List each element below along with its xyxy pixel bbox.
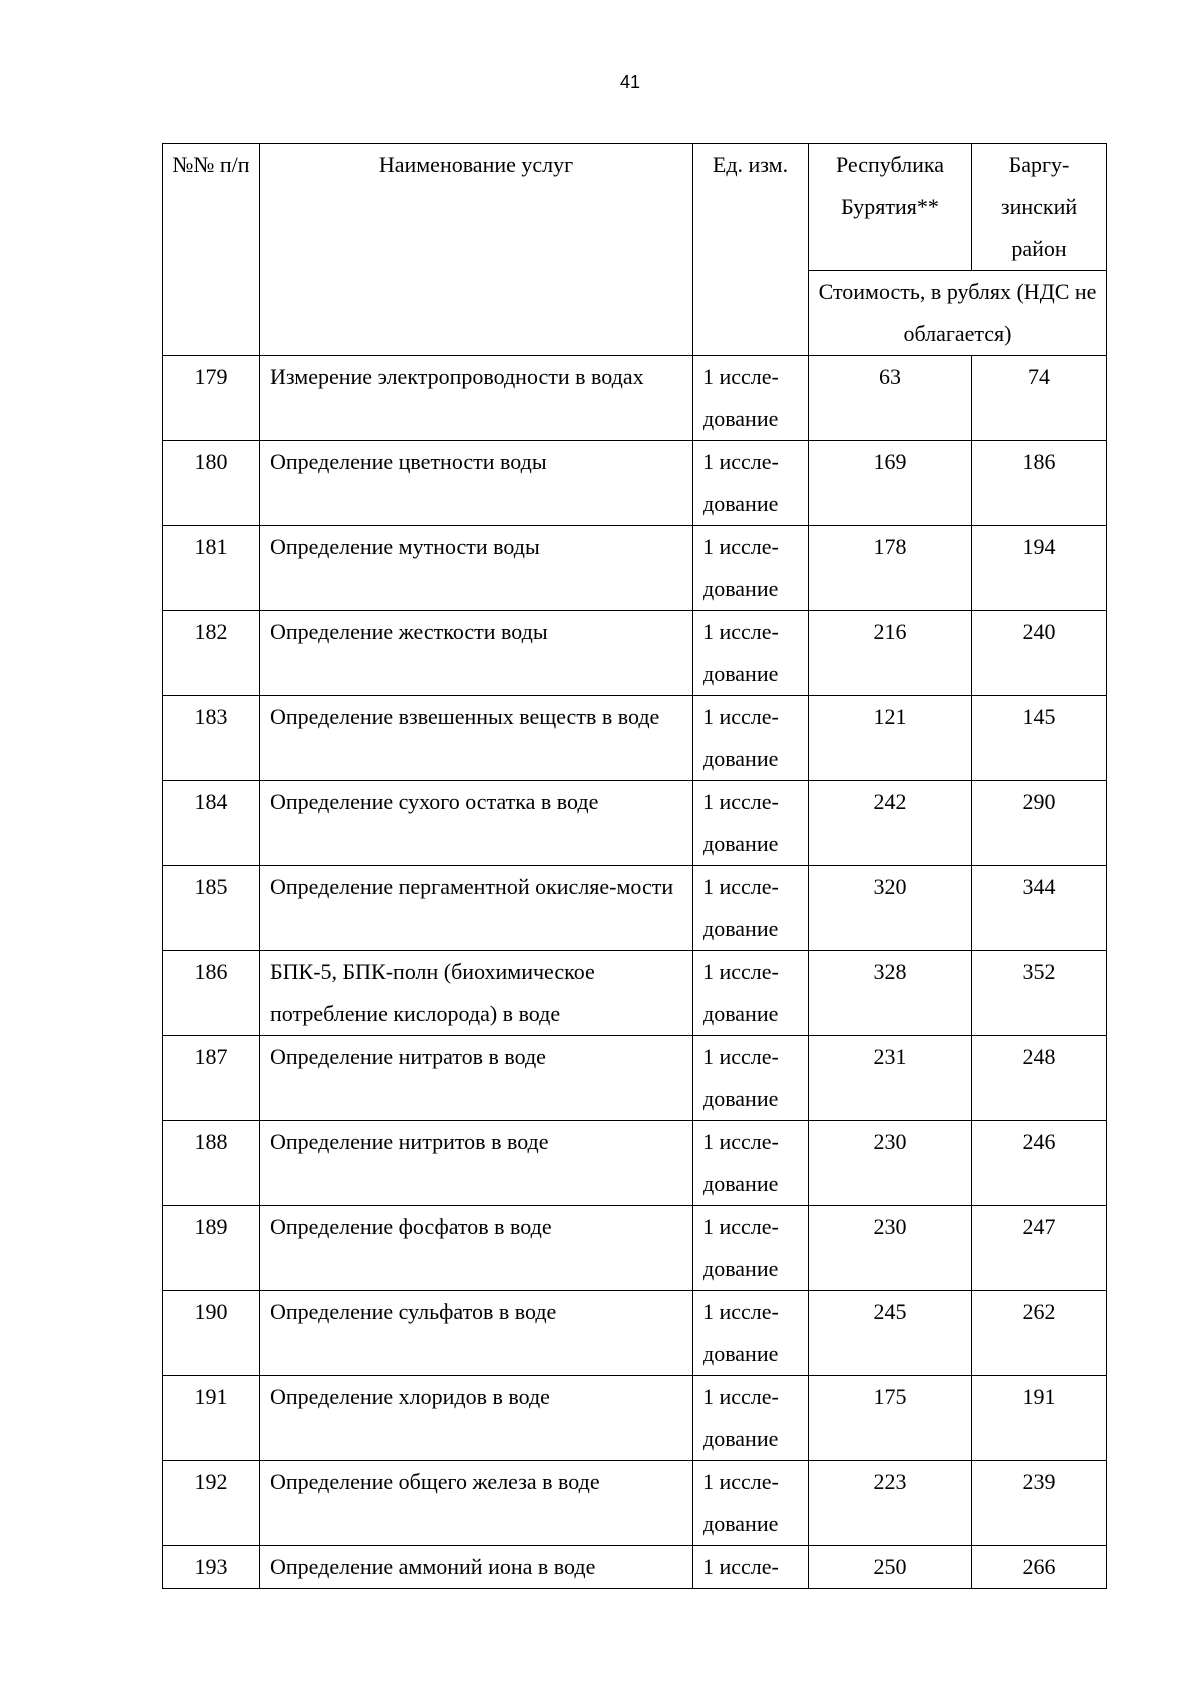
unit-cell: 1 иссле-дование	[693, 356, 809, 441]
unit-cell: 1 иссле-дование	[693, 951, 809, 1036]
price-buryatia-cell: 63	[809, 356, 972, 441]
row-number-cell: 192	[163, 1461, 260, 1546]
row-number-cell: 185	[163, 866, 260, 951]
table-row	[163, 1206, 1107, 1291]
header-region-barguzin: Баргу-зинский район	[972, 144, 1107, 271]
table-row	[163, 1121, 1107, 1206]
price-barguzin-cell: 240	[972, 611, 1107, 696]
price-barguzin-cell: 246	[972, 1121, 1107, 1206]
service-name-cell: Определение жесткости воды	[260, 611, 693, 696]
price-buryatia-cell: 169	[809, 441, 972, 526]
table-row	[163, 611, 1107, 696]
row-number-cell: 193	[163, 1546, 260, 1589]
table-row	[163, 526, 1107, 611]
service-name-cell: Определение нитритов в воде	[260, 1121, 693, 1206]
unit-cell: 1 иссле-	[693, 1546, 809, 1589]
price-barguzin-cell: 290	[972, 781, 1107, 866]
table-row	[163, 1376, 1107, 1461]
service-name-cell: Определение цветности воды	[260, 441, 693, 526]
service-name-cell: БПК-5, БПК-полн (биохимическое потребление кислорода) в воде	[260, 951, 693, 1036]
price-barguzin-cell: 266	[972, 1546, 1107, 1589]
unit-cell: 1 иссле-дование	[693, 1121, 809, 1206]
service-name-cell: Определение нитратов в воде	[260, 1036, 693, 1121]
service-name-cell: Определение хлоридов в воде	[260, 1376, 693, 1461]
row-number-cell: 187	[163, 1036, 260, 1121]
service-name-cell: Измерение электропроводности в водах	[260, 356, 693, 441]
row-number-cell: 181	[163, 526, 260, 611]
price-buryatia-cell: 121	[809, 696, 972, 781]
row-number-cell: 182	[163, 611, 260, 696]
service-name-cell: Определение аммоний иона в воде	[260, 1546, 693, 1589]
price-barguzin-cell: 145	[972, 696, 1107, 781]
table-row	[163, 1291, 1107, 1376]
header-num: №№ п/п	[163, 144, 260, 356]
unit-cell: 1 иссле-дование	[693, 526, 809, 611]
service-name-cell: Определение пергаментной окисляе-мости	[260, 866, 693, 951]
price-buryatia-cell: 245	[809, 1291, 972, 1376]
price-buryatia-cell: 242	[809, 781, 972, 866]
table-body	[163, 356, 1107, 1589]
unit-cell: 1 иссле-дование	[693, 866, 809, 951]
price-barguzin-cell: 239	[972, 1461, 1107, 1546]
service-name-cell: Определение фосфатов в воде	[260, 1206, 693, 1291]
table-row	[163, 356, 1107, 441]
price-buryatia-cell: 320	[809, 866, 972, 951]
price-buryatia-cell: 223	[809, 1461, 972, 1546]
unit-cell: 1 иссле-дование	[693, 1206, 809, 1291]
unit-cell: 1 иссле-дование	[693, 1461, 809, 1546]
table-row	[163, 866, 1107, 951]
service-name-cell: Определение общего железа в воде	[260, 1461, 693, 1546]
table-row	[163, 1036, 1107, 1121]
unit-cell: 1 иссле-дование	[693, 1376, 809, 1461]
price-buryatia-cell: 328	[809, 951, 972, 1036]
table-row	[163, 696, 1107, 781]
table-row	[163, 781, 1107, 866]
unit-cell: 1 иссле-дование	[693, 1291, 809, 1376]
header-unit: Ед. изм.	[693, 144, 809, 356]
row-number-cell: 184	[163, 781, 260, 866]
unit-cell: 1 иссле-дование	[693, 696, 809, 781]
price-buryatia-cell: 250	[809, 1546, 972, 1589]
unit-cell: 1 иссле-дование	[693, 611, 809, 696]
row-number-cell: 186	[163, 951, 260, 1036]
service-name-cell: Определение сульфатов в воде	[260, 1291, 693, 1376]
table-row	[163, 1461, 1107, 1546]
table-row	[163, 1546, 1107, 1589]
header-cost: Стоимость, в рублях (НДС не облагается)	[809, 271, 1107, 356]
row-number-cell: 188	[163, 1121, 260, 1206]
price-buryatia-cell: 231	[809, 1036, 972, 1121]
row-number-cell: 179	[163, 356, 260, 441]
service-name-cell: Определение взвешенных веществ в воде	[260, 696, 693, 781]
row-number-cell: 189	[163, 1206, 260, 1291]
price-buryatia-cell: 230	[809, 1206, 972, 1291]
price-barguzin-cell: 194	[972, 526, 1107, 611]
table-row	[163, 951, 1107, 1036]
unit-cell: 1 иссле-дование	[693, 781, 809, 866]
row-number-cell: 190	[163, 1291, 260, 1376]
price-buryatia-cell: 175	[809, 1376, 972, 1461]
price-barguzin-cell: 186	[972, 441, 1107, 526]
row-number-cell: 191	[163, 1376, 260, 1461]
price-barguzin-cell: 74	[972, 356, 1107, 441]
service-name-cell: Определение мутности воды	[260, 526, 693, 611]
unit-cell: 1 иссле-дование	[693, 1036, 809, 1121]
table-row	[163, 441, 1107, 526]
price-buryatia-cell: 178	[809, 526, 972, 611]
unit-cell: 1 иссле-дование	[693, 441, 809, 526]
row-number-cell: 180	[163, 441, 260, 526]
services-price-table	[162, 143, 1107, 1589]
price-barguzin-cell: 247	[972, 1206, 1107, 1291]
price-barguzin-cell: 248	[972, 1036, 1107, 1121]
header-region-buryatia: Республика Бурятия**	[809, 144, 972, 271]
price-barguzin-cell: 262	[972, 1291, 1107, 1376]
price-barguzin-cell: 352	[972, 951, 1107, 1036]
header-row	[163, 144, 1107, 271]
price-barguzin-cell: 191	[972, 1376, 1107, 1461]
service-name-cell: Определение сухого остатка в воде	[260, 781, 693, 866]
price-buryatia-cell: 216	[809, 611, 972, 696]
page-number: 41	[619, 72, 641, 92]
price-buryatia-cell: 230	[809, 1121, 972, 1206]
row-number-cell: 183	[163, 696, 260, 781]
header-name: Наименование услуг	[260, 144, 693, 356]
price-barguzin-cell: 344	[972, 866, 1107, 951]
